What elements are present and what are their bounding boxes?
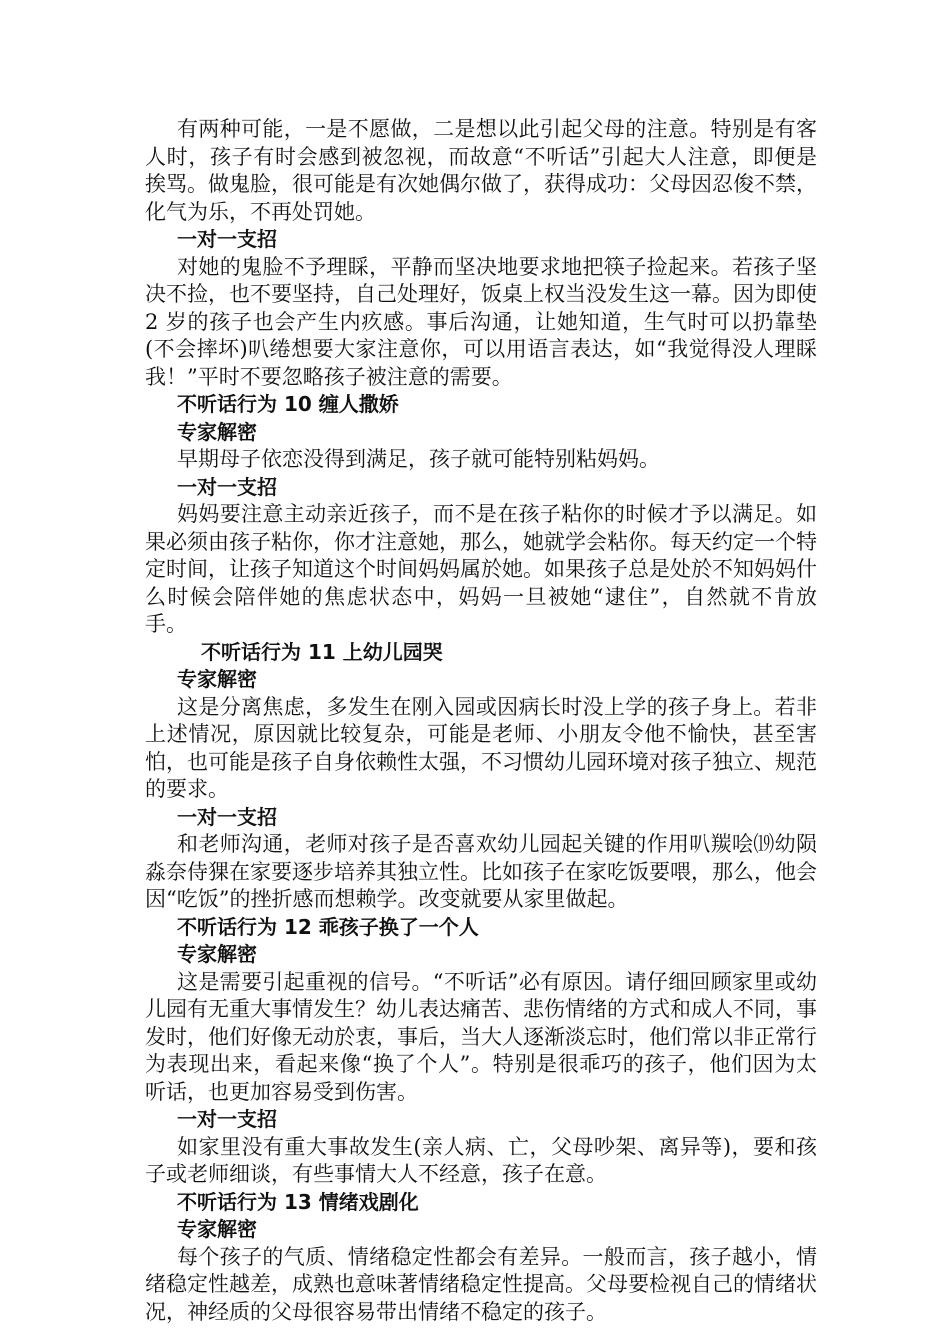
paragraph: 妈妈要注意主动亲近孩子，而不是在孩子粘你的时候才予以满足。如果必须由孩子粘你，你才注意她，那么，她就学会粘你。每天约定一个特定时间，让孩子知道这个时间妈妈属於她。如果孩子总是处於不知妈妈什么时候会陪伴她的焦虑状态中，妈妈一旦被她“逮住”，自然就不肯放手。 bbox=[145, 502, 817, 636]
paragraph: 和老师沟通，老师对孩子是否喜欢幼儿园起关键的作用叭羰哙⒆幼陨淼奈侍猓在家要逐步培养其独立性。比如孩子在家吃饭要喂，那么，他会因“吃饭”的挫折感而想赖学。改变就要从家里做起。 bbox=[145, 832, 817, 911]
paragraph: 每个孩子的气质、情绪稳定性都会有差异。一般而言，孩子越小，情绪稳定性越差，成熟也意味著情绪稳定性提高。父母要检视自己的情绪状况，神经质的父母很容易带出情绪不稳定的孩子。 bbox=[145, 1244, 817, 1324]
paragraph: 如家里没有重大事故发生(亲人病、亡，父母吵架、离异等)，要和孩子或老师细谈，有些事情大人不经意，孩子在意。 bbox=[145, 1134, 817, 1186]
section-heading: 专家解密 bbox=[177, 942, 257, 966]
paragraph: 有两种可能，一是不愿做，二是想以此引起父母的注意。特别是有客人时，孩子有时会感到被忽视，而故意“不听话”引起大人注意，即便是挨骂。做鬼脸，很可能是有次她偶尔做了，获得成功：父母因忍俊不禁，化气为乐，不再处罚她。 bbox=[145, 117, 817, 224]
section-heading: 专家解密 bbox=[177, 667, 257, 691]
paragraph: 对她的鬼脸不予理睬，平静而坚决地要求地把筷子捡起来。若孩子坚决不捡，也不要坚持，自己处理好，饭桌上权当没发生这一幕。因为即使 2 岁的孩子也会产生内疚感。事后沟通，让她知道，生气时可以扔靠垫(不会摔坏)叭绻想要大家注意你，可以用语言表达，如“我觉得没人理睬我！”平时不要忽略孩子被注意的需要。 bbox=[145, 254, 817, 389]
section-heading: 不听话行为 12 乖孩子换了一个人 bbox=[177, 914, 479, 939]
paragraph: 早期母子依恋没得到满足，孩子就可能特别粘妈妈。 bbox=[177, 447, 660, 471]
section-heading: 一对一支招 bbox=[177, 804, 277, 829]
section-heading: 不听话行为 13 情绪戏剧化 bbox=[177, 1189, 419, 1214]
section-heading: 专家解密 bbox=[177, 419, 257, 444]
document-body bbox=[145, 116, 817, 1326]
section-heading: 一对一支招 bbox=[177, 474, 277, 499]
section-heading: 一对一支招 bbox=[177, 1107, 277, 1131]
paragraph: 这是需要引起重视的信号。“不听话”必有原因。请仔细回顾家里或幼儿园有无重大事情发生？幼儿表达痛苦、悲伤情绪的方式和成人不同，事发时，他们好像无动於衷，事后，当大人逐渐淡忘时，他们常以非正常行为表现出来，看起来像“换了个人”。特别是很乖巧的孩子，他们因为太听话，也更加容易受到伤害。 bbox=[145, 969, 817, 1104]
section-heading: 不听话行为 11 上幼儿园哭 bbox=[201, 639, 443, 664]
section-heading: 一对一支招 bbox=[177, 227, 277, 251]
section-heading: 不听话行为 10 缠人撒娇 bbox=[177, 392, 399, 416]
section-heading: 专家解密 bbox=[177, 1217, 257, 1241]
paragraph: 这是分离焦虑，多发生在刚入园或因病长时没上学的孩子身上。若非上述情况，原因就比较复杂，可能是老师、小朋友令他不愉快，甚至害怕，也可能是孩子自身依赖性太强，不习惯幼儿园环境对孩子独立、规范的要求。 bbox=[145, 694, 817, 801]
